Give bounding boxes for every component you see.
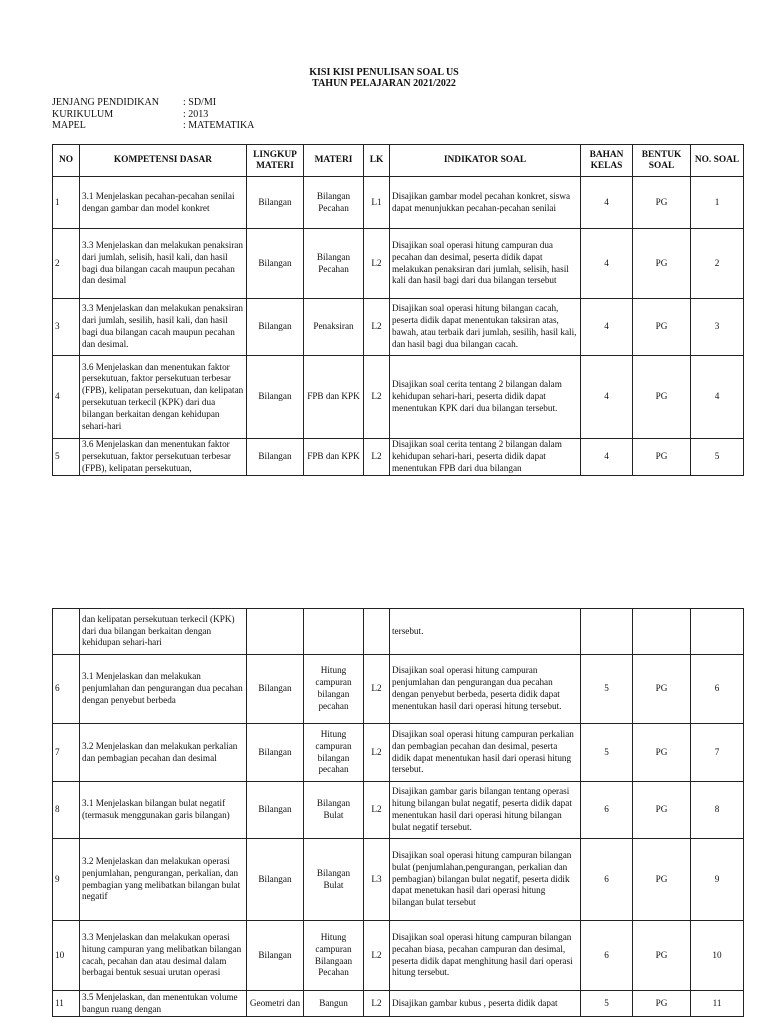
cell-lingkup-materi: Bilangan [247,782,304,839]
cell-kompetensi-dasar: 3.3 Menjelaskan dan melakukan operasi hitung campuran yang melibatkan bilangan cacah, pecahan dan atau desimal dalam berbagai bentuk sesuai urutan operasi [80,921,247,991]
col-header-indikator-soal: INDIKATOR SOAL [390,145,581,177]
col-header-no-soal: NO. SOAL [691,145,744,177]
cell-materi: FPB dan KPK [304,439,364,476]
meta-value: : SD/MI [183,97,217,108]
table-row [53,839,744,921]
cell-no: 3 [53,299,80,356]
cell-materi: FPB dan KPK [304,356,364,439]
cell-lk: L2 [364,229,390,299]
table-row [53,356,744,439]
cell-bentuk-soal: PG [633,921,691,991]
kisi-table-page-2 [52,608,744,1017]
cell-lingkup-materi: Bilangan [247,921,304,991]
table-row [53,655,744,724]
cell-kompetensi-dasar: 3.3 Menjelaskan dan melakukan penaksiran dari jumlah, selisih, hasil kali, dan hasil bagi dua bilangan cacah maupun pecahan dan desimal [80,229,247,299]
cell-materi: Bilangan Pecahan [304,177,364,229]
meta-mapel [52,120,254,132]
cell-lingkup-materi: Bilangan [247,356,304,439]
cell-materi: Bilangan Bulat [304,782,364,839]
cell-no-soal: 4 [691,356,744,439]
cell-no-soal: 9 [691,839,744,921]
col-header-bentuk-soal: BENTUK SOAL [633,145,691,177]
cell-lingkup-materi: Bilangan [247,439,304,476]
cell-lingkup-materi: Geometri dan [247,991,304,1017]
cell-bentuk-soal: PG [633,356,691,439]
table-header-row [53,145,744,177]
cell-no-soal: 6 [691,655,744,724]
cell-indikator-soal: Disajikan soal operasi hitung campuran bilangan bulat (penjumlahan,pengurangan, perkalian dan pembagian) bilangan bulat negatif, peserta didik dapat menetukan hasil dari operasi hitung bilangan bulat tersebut [390,839,581,921]
cell-indikator-soal: Disajikan gambar kubus , peserta didik dapat [390,991,581,1017]
cell-indikator-soal: Disajikan soal operasi hitung campuran perkalian dan pembagian pecahan dan desimal, peserta didik dapat menentukan hasil dari operasi hitung tersebut. [390,724,581,782]
cell-bahan-kelas: 5 [581,724,633,782]
cell-lk: L2 [364,655,390,724]
cell-bahan-kelas: 5 [581,991,633,1017]
table-row [53,299,744,356]
cell-no-soal: 5 [691,439,744,476]
cell-lk: L2 [364,356,390,439]
cell-materi: Hitung campuran bilangan pecahan [304,724,364,782]
cell-kompetensi-dasar: 3.1 Menjelaskan bilangan bulat negatif (termasuk menggunakan garis bilangan) [80,782,247,839]
cell-no-soal: 7 [691,724,744,782]
table-row [53,177,744,229]
cell-lk: L2 [364,921,390,991]
cell-no-soal: 2 [691,229,744,299]
cell-lingkup-materi: Bilangan [247,177,304,229]
cell-bentuk-soal: PG [633,655,691,724]
cell-lk: L2 [364,439,390,476]
cell-lingkup-materi: Bilangan [247,229,304,299]
cell-no: 8 [53,782,80,839]
cell-bentuk-soal: PG [633,229,691,299]
kisi-table-page-1 [52,144,744,476]
cell-no: 1 [53,177,80,229]
cell-bentuk-soal [633,609,691,655]
meta-jenjang [52,97,254,109]
cell-materi: Bangun [304,991,364,1017]
cell-indikator-soal: Disajikan soal operasi hitung campuran dua pecahan dan desimal, peserta didik dapat melakukan penaksiran dari jumlah, selisih, hasil kali dan hasil bagi dari dua bilangan tersebut [390,229,581,299]
cell-no: 4 [53,356,80,439]
cell-bahan-kelas: 4 [581,229,633,299]
cell-lingkup-materi [247,609,304,655]
meta-value: : MATEMATIKA [183,120,255,131]
cell-bahan-kelas [581,609,633,655]
cell-kompetensi-dasar: 3.2 Menjelaskan dan melakukan operasi penjumlahan, pengurangan, perkalian, dan pembagian yang melibatkan bilangan bulat negatif [80,839,247,921]
table-row [53,921,744,991]
cell-no: 2 [53,229,80,299]
table-row [53,229,744,299]
cell-bahan-kelas: 4 [581,356,633,439]
col-header-lingkup-materi: LINGKUP MATERI [247,145,304,177]
cell-lk: L1 [364,177,390,229]
meta-label: KURIKULUM [52,108,114,120]
table-row [53,609,744,655]
cell-lk: L2 [364,724,390,782]
cell-no [53,609,80,655]
document-subtitle: TAHUN PELAJARAN 2021/2022 [312,78,456,89]
cell-lingkup-materi: Bilangan [247,724,304,782]
cell-materi: Bilangan Bulat [304,839,364,921]
cell-bentuk-soal: PG [633,991,691,1017]
cell-kompetensi-dasar: 3.5 Menjelaskan, dan menentukan volume bangun ruang dengan [80,991,247,1017]
table-row [53,782,744,839]
document-title: KISI KISI PENULISAN SOAL US [309,67,459,78]
cell-materi: Hitung campuran Bilangaan Pecahan [304,921,364,991]
cell-bentuk-soal: PG [633,299,691,356]
meta-kurikulum [52,109,254,121]
cell-bentuk-soal: PG [633,839,691,921]
cell-bahan-kelas: 4 [581,299,633,356]
cell-bahan-kelas: 5 [581,655,633,724]
col-header-lk: LK [364,145,390,177]
cell-bentuk-soal: PG [633,439,691,476]
cell-indikator-soal: Disajikan gambar garis bilangan tentang operasi hitung bilangan bulat negatif, peserta didik dapat menentukan hasil dari operasi hitung bilangan bulat negatif tersebut. [390,782,581,839]
cell-materi: Bilangan Pecahan [304,229,364,299]
cell-no-soal: 11 [691,991,744,1017]
cell-no-soal: 8 [691,782,744,839]
cell-indikator-soal: Disajikan soal cerita tentang 2 bilangan dalam kehidupan sehari-hari, peserta didik dapat menentukan FPB dari dua bilangan [390,439,581,476]
cell-bahan-kelas: 6 [581,782,633,839]
cell-bahan-kelas: 4 [581,439,633,476]
col-header-kompetensi-dasar: KOMPETENSI DASAR [80,145,247,177]
cell-bentuk-soal: PG [633,782,691,839]
cell-no-soal: 1 [691,177,744,229]
cell-materi: Hitung campuran bilangan pecahan [304,655,364,724]
col-header-no: NO [53,145,80,177]
cell-lk [364,609,390,655]
cell-indikator-soal: Disajikan gambar model pecahan konkret, siswa dapat menunjukkan pecahan-pecahan senilai [390,177,581,229]
cell-kompetensi-dasar: 3.1 Menjelaskan dan melakukan penjumlahan dan pengurangan dua pecahan dengan penyebut berbeda [80,655,247,724]
cell-lk: L2 [364,299,390,356]
table-row [53,439,744,476]
cell-lk: L3 [364,839,390,921]
cell-indikator-soal: Disajikan soal cerita tentang 2 bilangan dalam kehidupan sehari-hari, peserta didik dapat menentukan KPK dari dua bilangan tersebut. [390,356,581,439]
cell-indikator-soal: Disajikan soal operasi hitung campuran bilangan pecahan biasa, pecahan campuran dan desimal, peserta didik dapat menghitung hasil dari operasi hitung tersebut. [390,921,581,991]
col-header-materi: MATERI [304,145,364,177]
cell-bahan-kelas: 4 [581,177,633,229]
cell-kompetensi-dasar: 3.6 Menjelaskan dan menentukan faktor persekutuan, faktor persekutuan terbesar (FPB), kelipatan persekutuan, dan kelipatan persekutuan terkecil (KPK) dari dua bilangan berkaitan dengan kehidupan sehari-hari [80,356,247,439]
cell-no: 9 [53,839,80,921]
cell-no: 10 [53,921,80,991]
cell-indikator-soal: tersebut. [390,609,581,655]
cell-kompetensi-dasar: 3.6 Menjelaskan dan menentukan faktor persekutuan, faktor persekutuan terbesar (FPB), kelipatan persekutuan, [80,439,247,476]
cell-bahan-kelas: 6 [581,921,633,991]
cell-lk: L2 [364,991,390,1017]
cell-bahan-kelas: 6 [581,839,633,921]
table-row [53,991,744,1017]
meta-label: MAPEL [52,120,86,131]
table-row [53,724,744,782]
cell-no-soal: 3 [691,299,744,356]
cell-no: 6 [53,655,80,724]
cell-indikator-soal: Disajikan soal operasi hitung bilangan cacah, peserta didik dapat menentukan taksiran atas, bawah, atau terbaik dari jumlah, sesilih, hasil kali, dan hasil bagi dua bilangan cacah. [390,299,581,356]
cell-no: 5 [53,439,80,476]
meta-label: JENJANG PENDIDIKAN [52,97,159,108]
cell-no: 7 [53,724,80,782]
cell-lingkup-materi: Bilangan [247,655,304,724]
cell-indikator-soal: Disajikan soal operasi hitung campuran penjumlahan dan pengurangan dua pecahan dengan penyebut berbeda, peserta didik dapat menentukan hasil dari operasi hitung tersebut. [390,655,581,724]
cell-bentuk-soal: PG [633,724,691,782]
cell-bentuk-soal: PG [633,177,691,229]
meta-value: : 2013 [183,108,209,120]
cell-kompetensi-dasar: dan kelipatan persekutuan terkecil (KPK) dari dua bilangan berkaitan dengan kehidupan sehari-hari [80,609,247,655]
cell-materi: Penaksiran [304,299,364,356]
cell-no-soal: 10 [691,921,744,991]
document-meta [52,97,254,132]
cell-lingkup-materi: Bilangan [247,839,304,921]
cell-lingkup-materi: Bilangan [247,299,304,356]
page-break [0,540,768,608]
cell-kompetensi-dasar: 3.1 Menjelaskan pecahan-pecahan senilai dengan gambar dan model konkret [80,177,247,229]
cell-kompetensi-dasar: 3.2 Menjelaskan dan melakukan perkalian dan pembagian pecahan dan desimal [80,724,247,782]
col-header-bahan-kelas: BAHAN KELAS [581,145,633,177]
cell-materi [304,609,364,655]
cell-lk: L2 [364,782,390,839]
cell-no: 11 [53,991,80,1017]
cell-no-soal [691,609,744,655]
cell-kompetensi-dasar: 3.3 Menjelaskan dan melakukan penaksiran dari jumlah, sesilih, hasil kali, dan hasil bagi dua bilangan cacah maupun pecahan dan desimal. [80,299,247,356]
